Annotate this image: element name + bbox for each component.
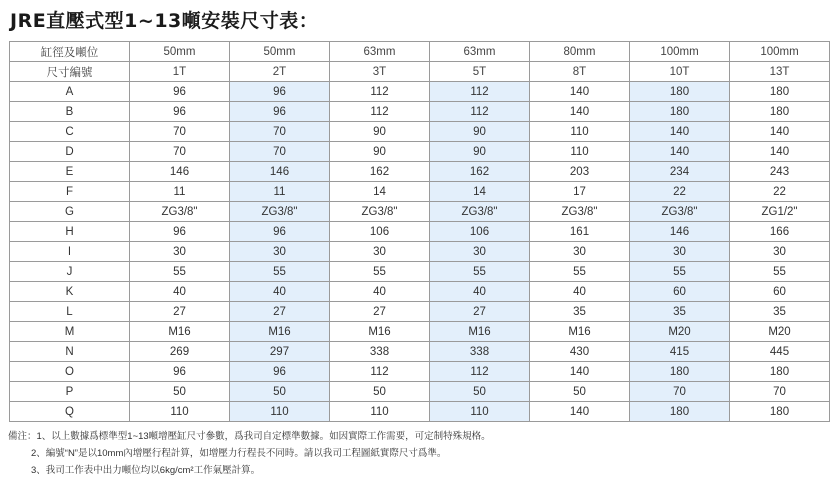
- value-cell: 96: [230, 362, 330, 382]
- dimension-label-cell: F: [10, 182, 130, 202]
- value-cell: 96: [130, 362, 230, 382]
- value-cell: 30: [730, 242, 830, 262]
- value-cell: 70: [130, 122, 230, 142]
- value-cell: 55: [630, 262, 730, 282]
- value-cell: 96: [230, 82, 330, 102]
- note-line: 3、我司工作表中出力噸位均以6kg/cm²工作氣壓計算。: [31, 465, 261, 476]
- table-row: [10, 102, 830, 122]
- value-cell: 40: [330, 282, 430, 302]
- table-row: [10, 302, 830, 322]
- value-cell: 50: [430, 382, 530, 402]
- value-cell: ZG3/8": [630, 202, 730, 222]
- value-cell: 40: [230, 282, 330, 302]
- row-header-cell: 尺寸編號: [10, 62, 130, 82]
- value-cell: 35: [730, 302, 830, 322]
- dimension-label-cell: D: [10, 142, 130, 162]
- value-cell: 180: [730, 362, 830, 382]
- value-cell: 70: [130, 142, 230, 162]
- value-cell: 70: [230, 122, 330, 142]
- value-cell: 180: [630, 362, 730, 382]
- value-cell: 60: [730, 282, 830, 302]
- column-header-cell: 100mm: [630, 42, 730, 62]
- value-cell: 30: [230, 242, 330, 262]
- table-row: [10, 242, 830, 262]
- dimension-label-cell: I: [10, 242, 130, 262]
- value-cell: 110: [530, 142, 630, 162]
- dimension-label-cell: P: [10, 382, 130, 402]
- table-row: [10, 222, 830, 242]
- value-cell: 140: [630, 142, 730, 162]
- value-cell: 50: [230, 382, 330, 402]
- value-cell: 50: [530, 382, 630, 402]
- value-cell: 180: [630, 402, 730, 422]
- header-row: [10, 62, 830, 82]
- value-cell: 55: [130, 262, 230, 282]
- value-cell: 55: [530, 262, 630, 282]
- value-cell: 180: [730, 82, 830, 102]
- value-cell: 96: [130, 82, 230, 102]
- value-cell: 140: [530, 102, 630, 122]
- dimension-label-cell: O: [10, 362, 130, 382]
- page-title: JRE直壓式型1~13噸安裝尺寸表：: [10, 10, 319, 32]
- value-cell: 203: [530, 162, 630, 182]
- value-cell: 140: [530, 362, 630, 382]
- value-cell: 166: [730, 222, 830, 242]
- column-header-cell: 63mm: [430, 42, 530, 62]
- column-header-cell: 2T: [230, 62, 330, 82]
- value-cell: 234: [630, 162, 730, 182]
- value-cell: 110: [230, 402, 330, 422]
- value-cell: 27: [430, 302, 530, 322]
- table-row: [10, 382, 830, 402]
- value-cell: 90: [330, 122, 430, 142]
- value-cell: 180: [730, 402, 830, 422]
- table-row: [10, 122, 830, 142]
- table-row: [10, 402, 830, 422]
- table-row: [10, 362, 830, 382]
- table-row: [10, 202, 830, 222]
- value-cell: 338: [330, 342, 430, 362]
- value-cell: 146: [230, 162, 330, 182]
- table-row: [10, 342, 830, 362]
- table-row: [10, 322, 830, 342]
- value-cell: ZG3/8": [330, 202, 430, 222]
- value-cell: 96: [130, 102, 230, 122]
- value-cell: 161: [530, 222, 630, 242]
- value-cell: 243: [730, 162, 830, 182]
- value-cell: 445: [730, 342, 830, 362]
- value-cell: 415: [630, 342, 730, 362]
- value-cell: 70: [730, 382, 830, 402]
- note-line: 備注：1、以上數據爲標準型1~13噸增壓缸尺寸參數，爲我司自定標準數據。如因實際工作需要，可定制特殊規格。: [8, 431, 491, 442]
- value-cell: 140: [630, 122, 730, 142]
- column-header-cell: 50mm: [130, 42, 230, 62]
- value-cell: 146: [130, 162, 230, 182]
- value-cell: 106: [330, 222, 430, 242]
- value-cell: M16: [430, 322, 530, 342]
- value-cell: 11: [130, 182, 230, 202]
- value-cell: 162: [330, 162, 430, 182]
- value-cell: 146: [630, 222, 730, 242]
- value-cell: 70: [630, 382, 730, 402]
- value-cell: M16: [130, 322, 230, 342]
- value-cell: 140: [730, 122, 830, 142]
- value-cell: 40: [130, 282, 230, 302]
- value-cell: 112: [330, 362, 430, 382]
- value-cell: 50: [130, 382, 230, 402]
- value-cell: 90: [430, 122, 530, 142]
- dimension-label-cell: C: [10, 122, 130, 142]
- dimension-label-cell: J: [10, 262, 130, 282]
- value-cell: ZG3/8": [530, 202, 630, 222]
- value-cell: M16: [230, 322, 330, 342]
- value-cell: ZG3/8": [230, 202, 330, 222]
- value-cell: 106: [430, 222, 530, 242]
- value-cell: 112: [330, 102, 430, 122]
- value-cell: 180: [630, 102, 730, 122]
- value-cell: 110: [130, 402, 230, 422]
- value-cell: ZG3/8": [430, 202, 530, 222]
- value-cell: 140: [530, 82, 630, 102]
- header-row: [10, 42, 830, 62]
- value-cell: ZG1/2": [730, 202, 830, 222]
- row-header-cell: 缸徑及噸位: [10, 42, 130, 62]
- note-line: 2、編號“N”是以10mm內增壓行程計算，如增壓力行程長不同時。請以我司工程圖紙實際尺寸爲準。: [31, 448, 447, 459]
- value-cell: 112: [430, 82, 530, 102]
- value-cell: M20: [730, 322, 830, 342]
- value-cell: 27: [230, 302, 330, 322]
- value-cell: 17: [530, 182, 630, 202]
- value-cell: 162: [430, 162, 530, 182]
- value-cell: 14: [330, 182, 430, 202]
- value-cell: 22: [730, 182, 830, 202]
- value-cell: M16: [330, 322, 430, 342]
- value-cell: 22: [630, 182, 730, 202]
- dimension-label-cell: L: [10, 302, 130, 322]
- value-cell: 27: [130, 302, 230, 322]
- dimension-label-cell: B: [10, 102, 130, 122]
- value-cell: 30: [430, 242, 530, 262]
- dimension-table: [9, 41, 830, 422]
- value-cell: 110: [530, 122, 630, 142]
- value-cell: 90: [430, 142, 530, 162]
- value-cell: 60: [630, 282, 730, 302]
- value-cell: 430: [530, 342, 630, 362]
- column-header-cell: 5T: [430, 62, 530, 82]
- value-cell: 55: [430, 262, 530, 282]
- value-cell: 11: [230, 182, 330, 202]
- value-cell: 35: [530, 302, 630, 322]
- value-cell: 112: [330, 82, 430, 102]
- dimension-label-cell: G: [10, 202, 130, 222]
- dimension-label-cell: K: [10, 282, 130, 302]
- column-header-cell: 8T: [530, 62, 630, 82]
- value-cell: 55: [330, 262, 430, 282]
- dimension-label-cell: E: [10, 162, 130, 182]
- value-cell: M16: [530, 322, 630, 342]
- column-header-cell: 50mm: [230, 42, 330, 62]
- value-cell: ZG3/8": [130, 202, 230, 222]
- column-header-cell: 10T: [630, 62, 730, 82]
- value-cell: 269: [130, 342, 230, 362]
- value-cell: 110: [430, 402, 530, 422]
- dimension-label-cell: N: [10, 342, 130, 362]
- column-header-cell: 80mm: [530, 42, 630, 62]
- value-cell: 140: [730, 142, 830, 162]
- value-cell: 90: [330, 142, 430, 162]
- table-row: [10, 182, 830, 202]
- value-cell: 40: [530, 282, 630, 302]
- value-cell: 30: [630, 242, 730, 262]
- value-cell: 30: [530, 242, 630, 262]
- value-cell: 27: [330, 302, 430, 322]
- value-cell: 30: [330, 242, 430, 262]
- value-cell: 112: [430, 362, 530, 382]
- value-cell: 14: [430, 182, 530, 202]
- value-cell: 140: [530, 402, 630, 422]
- table-row: [10, 162, 830, 182]
- value-cell: 112: [430, 102, 530, 122]
- notes-section: [8, 428, 491, 479]
- column-header-cell: 100mm: [730, 42, 830, 62]
- value-cell: 96: [230, 102, 330, 122]
- value-cell: 35: [630, 302, 730, 322]
- value-cell: 110: [330, 402, 430, 422]
- dimension-label-cell: A: [10, 82, 130, 102]
- table-row: [10, 262, 830, 282]
- value-cell: 338: [430, 342, 530, 362]
- value-cell: 297: [230, 342, 330, 362]
- table-row: [10, 142, 830, 162]
- column-header-cell: 13T: [730, 62, 830, 82]
- value-cell: M20: [630, 322, 730, 342]
- column-header-cell: 1T: [130, 62, 230, 82]
- value-cell: 70: [230, 142, 330, 162]
- value-cell: 55: [730, 262, 830, 282]
- value-cell: 30: [130, 242, 230, 262]
- value-cell: 180: [730, 102, 830, 122]
- table-row: [10, 82, 830, 102]
- column-header-cell: 63mm: [330, 42, 430, 62]
- value-cell: 40: [430, 282, 530, 302]
- value-cell: 96: [230, 222, 330, 242]
- value-cell: 96: [130, 222, 230, 242]
- value-cell: 55: [230, 262, 330, 282]
- table-row: [10, 282, 830, 302]
- column-header-cell: 3T: [330, 62, 430, 82]
- dimension-label-cell: M: [10, 322, 130, 342]
- value-cell: 50: [330, 382, 430, 402]
- dimension-label-cell: H: [10, 222, 130, 242]
- value-cell: 180: [630, 82, 730, 102]
- dimension-label-cell: Q: [10, 402, 130, 422]
